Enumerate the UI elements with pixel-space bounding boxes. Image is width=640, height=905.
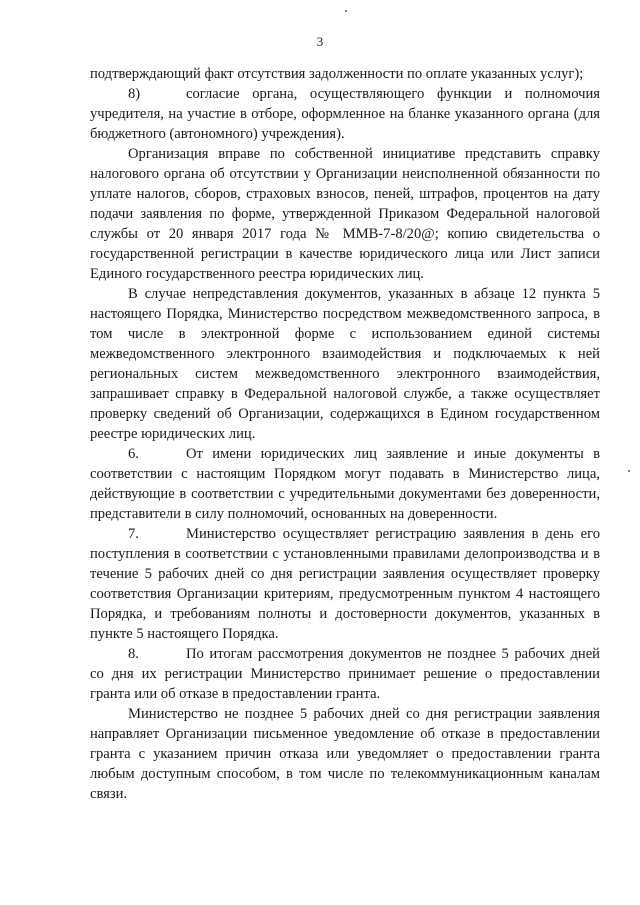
clause-text: Министерство осуществляет регистрацию заявления в день его поступления в соответствии с установленными правилами делопроизводства и в течение 5 рабочих дней со дня регистрации заявления осуществляет проверку соответствия Организации критериям, предусмотренным пунктом 4 настоящего Порядка, и требованиям полноты и достоверности документов, указанных в пункте 5 настоящего Порядка. xyxy=(90,526,600,642)
paragraph-notification: Министерство не позднее 5 рабочих дней со дня регистрации заявления направляет Организации письменное уведомление об отказе в предоставлении гранта с указанием причин отказа или уведомляет о предоставлении гранта любым доступным способом, в том числе по телекоммуникационным каналам связи. xyxy=(90,706,600,802)
scan-speck xyxy=(628,470,630,472)
paragraph-interagency-request: В случае непредставления документов, указанных в абзаце 12 пункта 5 настоящего Порядка, Министерство посредством межведомственного запроса, в том числе в электронной форме с использованием единой системы межведомственного электронного взаимодействия и подключаемых к ней региональных систем межведомственного электронного взаимодействия, запрашивает справку в Федеральной налоговой службе, а также осуществляет проверку сведений об Организации, содержащихся в Едином государственном реестре юридических лиц. xyxy=(90,286,600,442)
clause-number: 6. xyxy=(128,446,139,462)
page-number: 3 xyxy=(316,34,324,49)
paragraph-optional-documents: Организация вправе по собственной инициативе представить справку налогового органа об отсутствии у Организации неисполненной обязанности по уплате налогов, сборов, страховых взносов, пеней, штрафов, процентов на дату подачи заявления по форме, утвержденной Приказом Федеральной налоговой службы от 20 января 2017 года № ММВ-7-8/20@; копию свидетельства о государственной регистрации в качестве юридического лица или Лист записи Единого государственного реестра юридических лиц. xyxy=(90,146,600,282)
clause-6 xyxy=(90,444,600,524)
item-text: согласие органа, осуществляющего функции и полномочия учредителя, на участие в отборе, оформленное на бланке указанного органа (для бюджетного (автономного) учреждения). xyxy=(90,86,600,142)
clause-text: От имени юридических лиц заявление и иные документы в соответствии с настоящим Порядком могут подавать в Министерство лица, действующие в соответствии с учредительными документами без доверенности, представители в силу полномочий, основанных на доверенности. xyxy=(90,446,600,522)
clause-number: 7. xyxy=(128,526,139,542)
clause-7 xyxy=(90,524,600,644)
scan-speck xyxy=(345,10,347,12)
clause-8 xyxy=(90,644,600,704)
clause-text: По итогам рассмотрения документов не позднее 5 рабочих дней со дня их регистрации Министерство принимает решение о предоставлении гранта или об отказе в предоставлении гранта. xyxy=(90,646,600,702)
clause-number: 8. xyxy=(128,646,139,662)
item-number: 8) xyxy=(128,86,141,102)
paragraph-continuation: подтверждающий факт отсутствия задолженности по оплате указанных услуг); xyxy=(90,66,584,82)
list-item-8 xyxy=(90,84,600,144)
